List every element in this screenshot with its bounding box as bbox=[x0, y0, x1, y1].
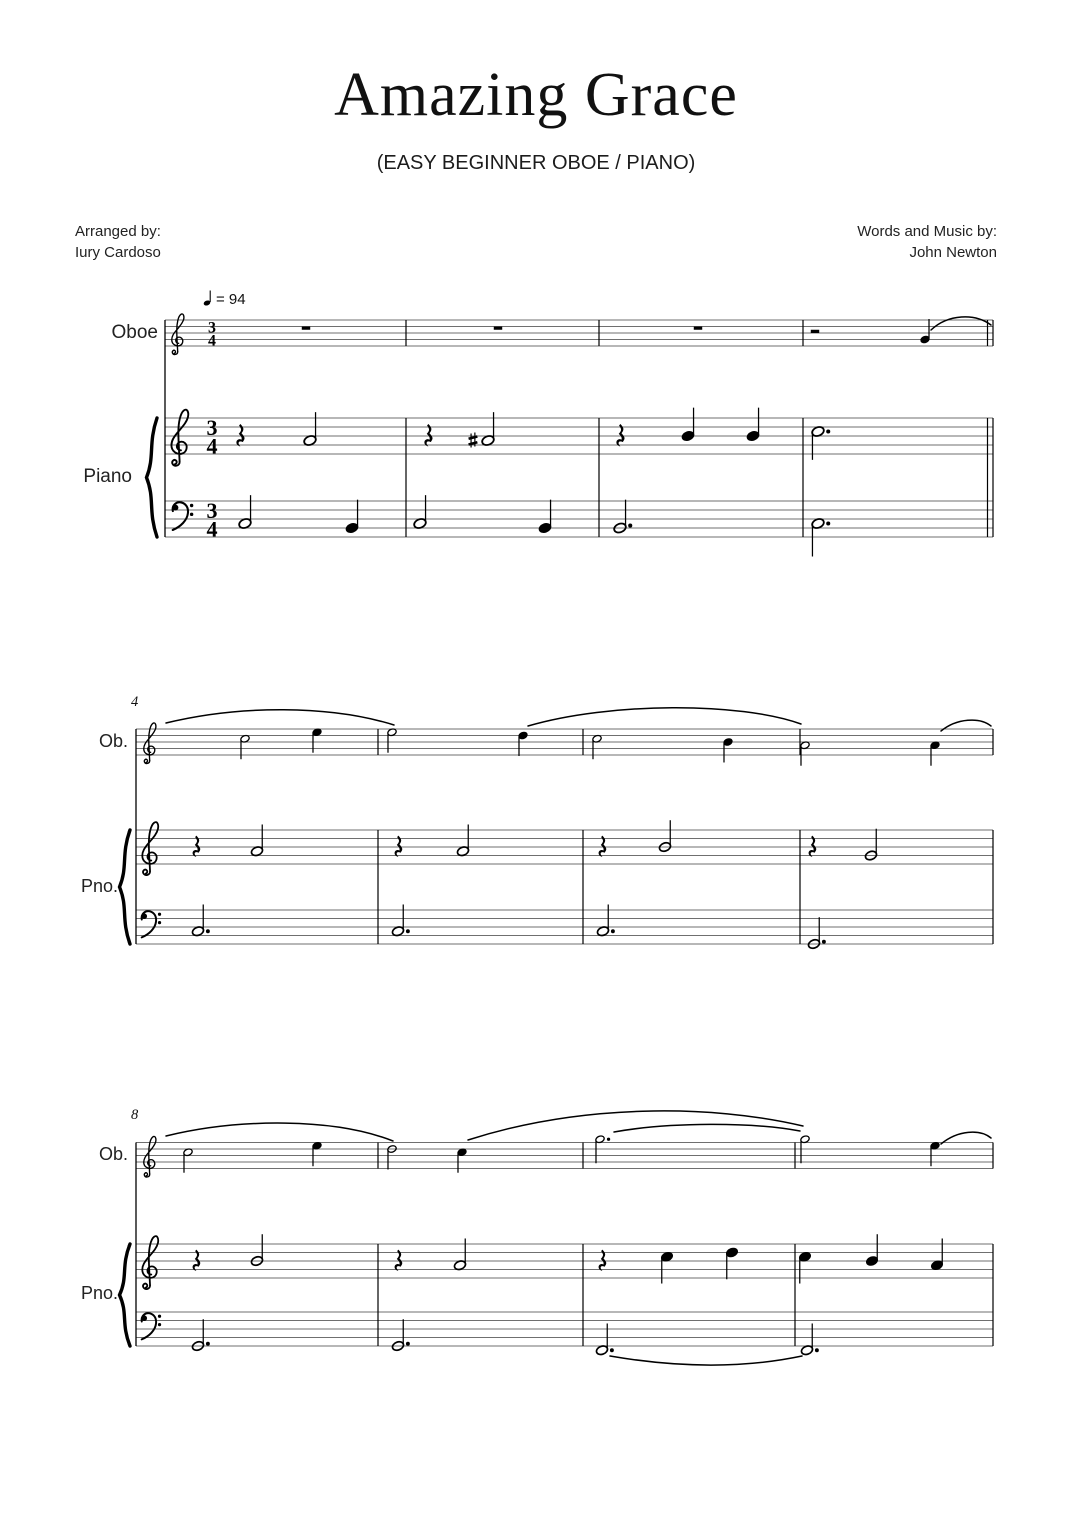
quarter-rest bbox=[395, 836, 402, 856]
slur bbox=[610, 1356, 802, 1365]
staff-label-piano-system2: Pno. bbox=[80, 876, 118, 896]
quarter-rest bbox=[599, 1250, 606, 1270]
augmentation-dot bbox=[826, 429, 830, 433]
bass-clef-icon bbox=[172, 502, 193, 530]
augmentation-dot bbox=[826, 521, 830, 525]
quarter-rest bbox=[395, 1250, 402, 1270]
piano-brace bbox=[120, 830, 131, 944]
augmentation-dot bbox=[815, 1348, 819, 1352]
augmentation-dot bbox=[611, 929, 615, 933]
quarter-rest bbox=[425, 425, 432, 446]
quarter-rest bbox=[237, 425, 244, 446]
quarter-rest bbox=[617, 425, 624, 446]
measure-number-4: 4 bbox=[131, 694, 139, 710]
time-signature: 3 bbox=[206, 415, 218, 441]
time-signature: 4 bbox=[206, 433, 218, 459]
augmentation-dot bbox=[628, 524, 632, 528]
whole-rest bbox=[302, 327, 310, 330]
staff-label-oboe-system2: Ob. bbox=[98, 731, 128, 751]
tempo-marking: = 94 bbox=[216, 291, 246, 308]
slur bbox=[614, 1124, 800, 1132]
quarter-rest bbox=[193, 836, 200, 856]
slur bbox=[166, 710, 394, 725]
bass-clef-icon bbox=[141, 911, 161, 937]
whole-rest bbox=[494, 327, 502, 330]
staff-label-oboe-system1: Oboe bbox=[111, 322, 158, 343]
piano-brace bbox=[120, 1244, 131, 1346]
augmentation-dot bbox=[607, 1138, 610, 1141]
arranged-by-label: Arranged by: bbox=[75, 223, 161, 240]
slur bbox=[528, 708, 801, 726]
quarter-rest bbox=[809, 836, 816, 856]
augmentation-dot bbox=[406, 1342, 410, 1346]
quarter-rest bbox=[193, 1250, 200, 1270]
measure-number-8: 8 bbox=[131, 1107, 139, 1123]
augmentation-dot bbox=[822, 940, 826, 944]
whole-rest bbox=[694, 327, 702, 330]
arranger-name: Iury Cardoso bbox=[75, 243, 161, 261]
page-title: Amazing Grace bbox=[334, 61, 738, 129]
staff-label-oboe-system3: Ob. bbox=[98, 1144, 128, 1164]
augmentation-dot bbox=[406, 929, 410, 933]
bass-clef-icon bbox=[141, 1313, 161, 1339]
augmentation-dot bbox=[206, 1342, 210, 1346]
time-signature: 3 bbox=[208, 319, 216, 337]
composer-name: John Newton bbox=[909, 243, 997, 261]
slur bbox=[931, 317, 991, 330]
quarter-rest bbox=[599, 836, 606, 856]
time-signature: 4 bbox=[208, 332, 216, 350]
half-rest bbox=[811, 330, 819, 333]
augmentation-dot bbox=[610, 1348, 614, 1352]
augmentation-dot bbox=[206, 929, 210, 933]
time-signature: 4 bbox=[206, 516, 218, 542]
piano-brace bbox=[147, 418, 158, 537]
words-music-label: Words and Music by: bbox=[857, 223, 997, 240]
time-signature: 3 bbox=[206, 498, 218, 524]
staff-label-piano-system3: Pno. bbox=[80, 1283, 118, 1303]
staff-label-piano-system1: Piano bbox=[83, 466, 132, 487]
page-subtitle: (EASY BEGINNER OBOE / PIANO) bbox=[376, 152, 696, 174]
slur bbox=[166, 1123, 393, 1141]
